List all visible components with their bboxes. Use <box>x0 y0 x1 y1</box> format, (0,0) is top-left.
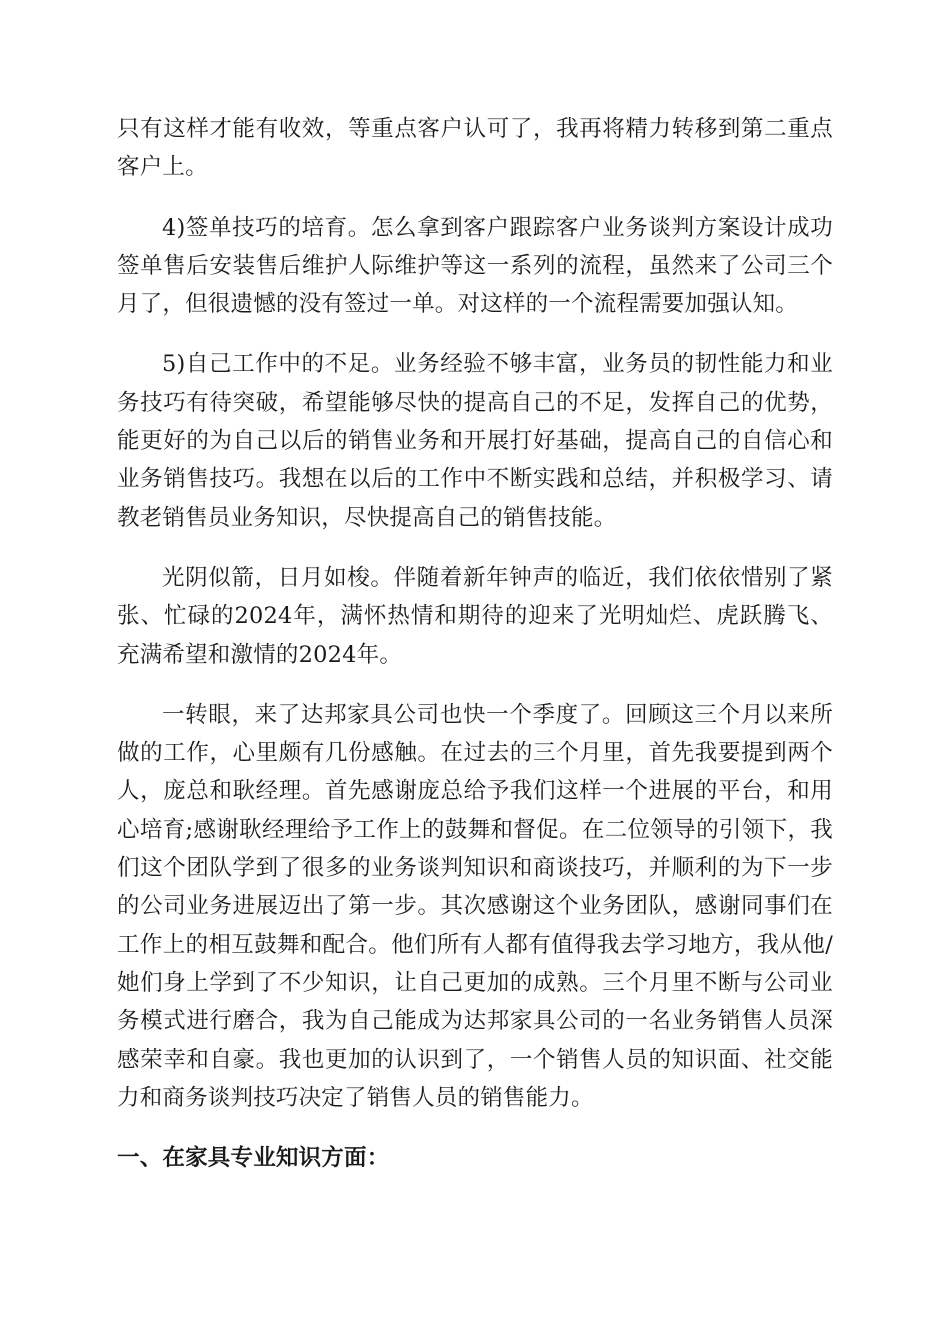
paragraph-signing-skills: 4)签单技巧的培育。怎么拿到客户跟踪客户业务谈判方案设计成功签单售后安装售后维护人际维护等这一系列的流程，虽然来了公司三个月了，但很遗憾的没有签过一单。对这样的一个流程需要加强认知。 <box>117 214 833 318</box>
paragraph-review: 一转眼，来了达邦家具公司也快一个季度了。回顾这三个月以来所做的工作，心里颇有几份感触。在过去的三个月里，首先我要提到两个人，庞总和耿经理。首先感谢庞总给予我们这样一个进展的平台，和用心培育;感谢耿经理给予工作上的鼓舞和督促。在二位领导的引领下，我们这个团队学到了很多的业务谈判知识和商谈技巧，并顺利的为下一步的公司业务进展迈出了第一步。其次感谢这个业务团队，感谢同事们在工作上的相互鼓舞和配合。他们所有人都有值得我去学习地方，我从他/她们身上学到了不少知识，让自己更加的成熟。三个月里不断与公司业务模式进行磨合，我为自己能成为达邦家具公司的一名业务销售人员深感荣幸和自豪。我也更加的认识到了，一个销售人员的知识面、社交能力和商务谈判技巧决定了销售人员的销售能力。 <box>117 701 833 1111</box>
document-page <box>117 110 833 1177</box>
section-heading: 一、在家具专业知识方面： <box>117 1145 390 1172</box>
paragraph-continuation: 只有这样才能有收效，等重点客户认可了，我再将精力转移到第二重点客户上。 <box>117 116 833 181</box>
paragraph-new-year: 光阴似箭，日月如梭。伴随着新年钟声的临近，我们依依惜别了紧张、忙碌的2024年，满怀热情和期待的迎来了光明灿烂、虎跃腾飞、充满希望和激情的2024年。 <box>117 564 833 668</box>
paragraph-shortcomings: 5)自己工作中的不足。业务经验不够丰富，业务员的韧性能力和业务技巧有待突破，希望能够尽快的提高自己的不足，发挥自己的优势，能更好的为自己以后的销售业务和开展打好基础，提高自己的自信心和业务销售技巧。我想在以后的工作中不断实践和总结，并积极学习、请教老销售员业务知识，尽快提高自己的销售技能。 <box>117 351 833 531</box>
